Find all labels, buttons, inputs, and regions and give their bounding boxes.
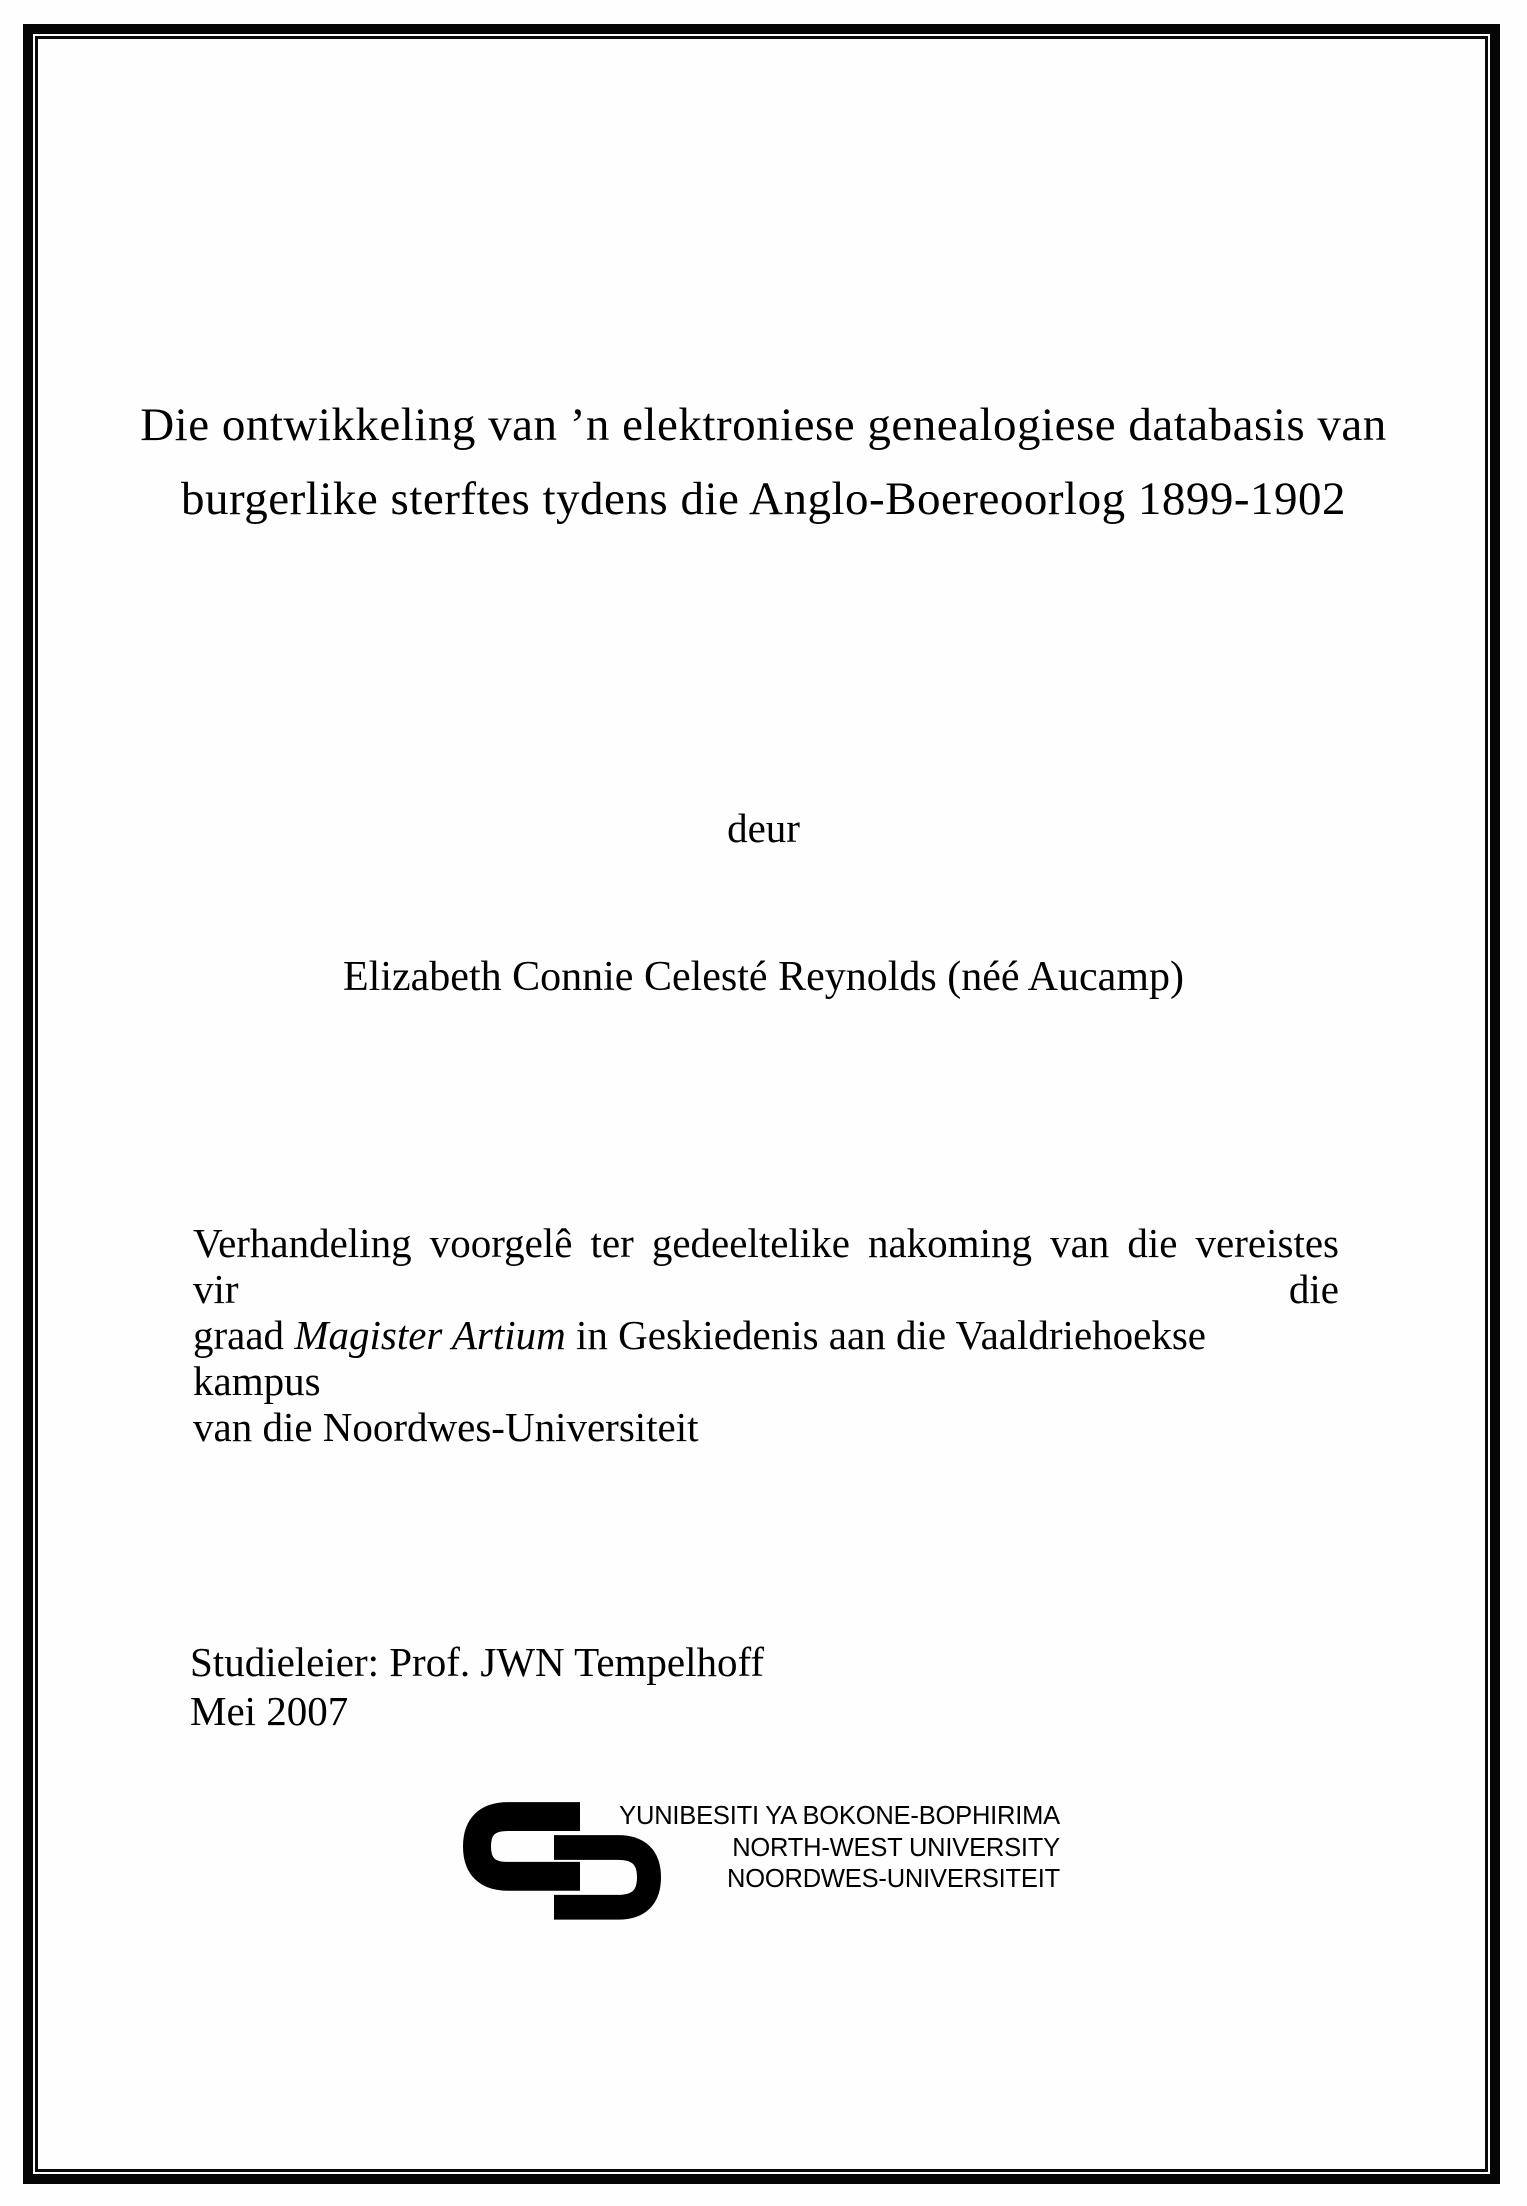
author-name: Elizabeth Connie Celesté Reynolds (néé Aucamp) (343, 954, 1184, 1000)
thesis-title-line-1: Die ontwikkeling van ’n elektroniese genealogiese databasis van (140, 399, 1387, 451)
advisor-block (190, 1638, 764, 1736)
thesis-title (100, 388, 1427, 536)
degree-statement-line-1: Verhandeling voorgelê ter gedeeltelike nakoming van die vereistes vir die (193, 1220, 1339, 1312)
degree-statement-line-3: van die Noordwes-Universiteit (193, 1404, 699, 1450)
degree-statement (193, 1220, 1339, 1450)
university-name-setswana: YUNIBESITI YA BOKONE-BOPHIRIMA (619, 1802, 1060, 1830)
byline-deur: deur (727, 805, 800, 851)
advisor-line: Studieleier: Prof. JWN Tempelhoff (190, 1639, 765, 1685)
degree-statement-line2-pre: graad (193, 1312, 295, 1358)
university-name-english: NORTH-WEST UNIVERSITY (732, 1833, 1060, 1862)
degree-statement-line2-post: in Geskiedenis aan die Vaaldriehoekse kampus (193, 1312, 1206, 1404)
thesis-title-line-2: burgerlike sterftes tydens die Anglo-Boereoorlog 1899-1902 (180, 473, 1347, 525)
university-name-afrikaans: NOORDWES-UNIVERSITEIT (727, 1865, 1060, 1893)
university-wordmark (600, 1801, 1060, 1896)
degree-statement-line-2 (193, 1312, 1339, 1404)
date-line: Mei 2007 (190, 1688, 349, 1734)
degree-name-italic: Magister Artium (294, 1312, 566, 1358)
